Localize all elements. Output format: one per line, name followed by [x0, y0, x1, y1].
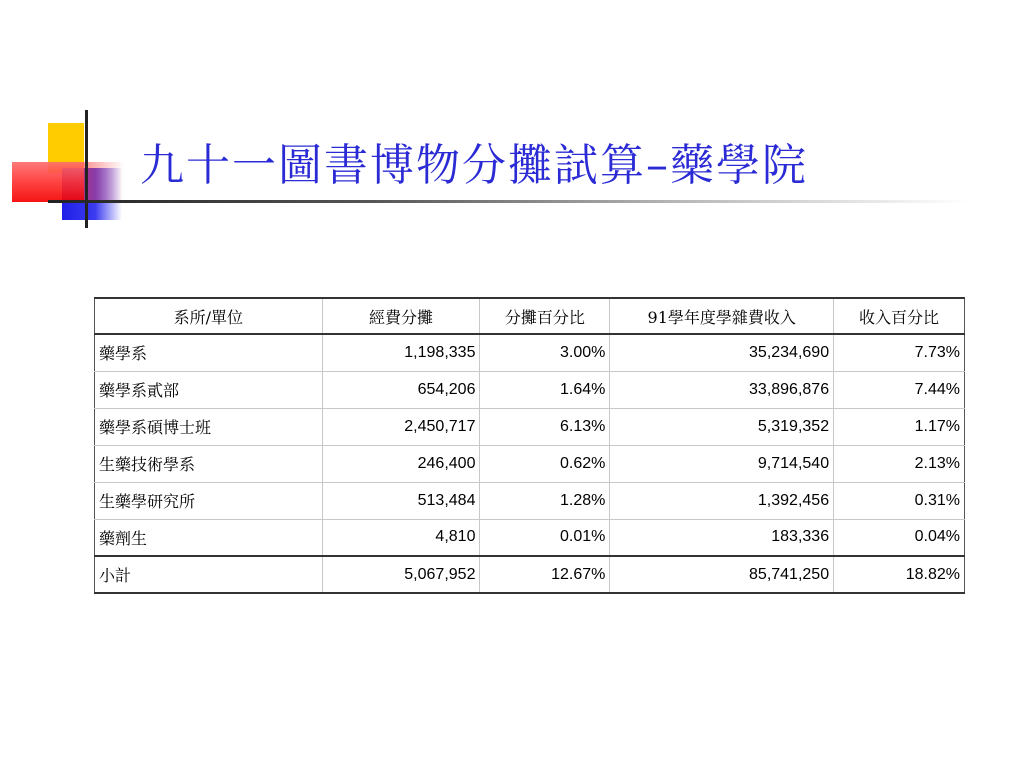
cell-income: 183,336	[610, 519, 834, 556]
cell-income-pct: 7.44%	[834, 371, 965, 408]
table-row	[95, 408, 965, 445]
header-income-pct: 收入百分比	[834, 298, 965, 334]
cell-unit: 藥學系	[95, 334, 323, 371]
decor-vertical-line	[85, 110, 88, 228]
decor-red-fade	[84, 162, 124, 202]
cell-unit: 生藥技術學系	[95, 445, 323, 482]
cell-unit: 藥劑生	[95, 519, 323, 556]
cell-share-pct: 3.00%	[480, 334, 610, 371]
table-row	[95, 445, 965, 482]
allocation-table	[94, 297, 965, 594]
table-header-row	[95, 298, 965, 334]
cell-total-label: 小計	[95, 556, 323, 593]
cell-unit: 藥學系碩博士班	[95, 408, 323, 445]
cell-unit: 生藥學研究所	[95, 482, 323, 519]
table-row	[95, 334, 965, 371]
cell-total-share: 5,067,952	[322, 556, 480, 593]
cell-share-pct: 0.62%	[480, 445, 610, 482]
cell-income-pct: 0.31%	[834, 482, 965, 519]
cell-share: 246,400	[322, 445, 480, 482]
cell-income: 1,392,456	[610, 482, 834, 519]
cell-income: 5,319,352	[610, 408, 834, 445]
header-share-pct: 分攤百分比	[480, 298, 610, 334]
cell-income-pct: 7.73%	[834, 334, 965, 371]
cell-share: 2,450,717	[322, 408, 480, 445]
cell-income: 33,896,876	[610, 371, 834, 408]
cell-share-pct: 1.28%	[480, 482, 610, 519]
cell-income-pct: 1.17%	[834, 408, 965, 445]
cell-share: 654,206	[322, 371, 480, 408]
cell-income: 35,234,690	[610, 334, 834, 371]
header-income: 91學年度學雜費收入	[610, 298, 834, 334]
slide-title: 九十一圖書博物分攤試算–藥學院	[140, 140, 808, 191]
cell-income-pct: 0.04%	[834, 519, 965, 556]
table-row	[95, 371, 965, 408]
cell-total-income-pct: 18.82%	[834, 556, 965, 593]
title-underline	[48, 200, 968, 203]
cell-share: 4,810	[322, 519, 480, 556]
table-row	[95, 482, 965, 519]
cell-income: 9,714,540	[610, 445, 834, 482]
cell-share-pct: 6.13%	[480, 408, 610, 445]
table-row	[95, 519, 965, 556]
decor-red-bar	[12, 162, 84, 202]
cell-share: 513,484	[322, 482, 480, 519]
cell-share-pct: 1.64%	[480, 371, 610, 408]
cell-total-share-pct: 12.67%	[480, 556, 610, 593]
cell-share: 1,198,335	[322, 334, 480, 371]
header-unit: 系所/單位	[95, 298, 323, 334]
cell-unit: 藥學系貳部	[95, 371, 323, 408]
cell-total-income: 85,741,250	[610, 556, 834, 593]
table-total-row	[95, 556, 965, 593]
cell-share-pct: 0.01%	[480, 519, 610, 556]
cell-income-pct: 2.13%	[834, 445, 965, 482]
header-share: 經費分攤	[322, 298, 480, 334]
